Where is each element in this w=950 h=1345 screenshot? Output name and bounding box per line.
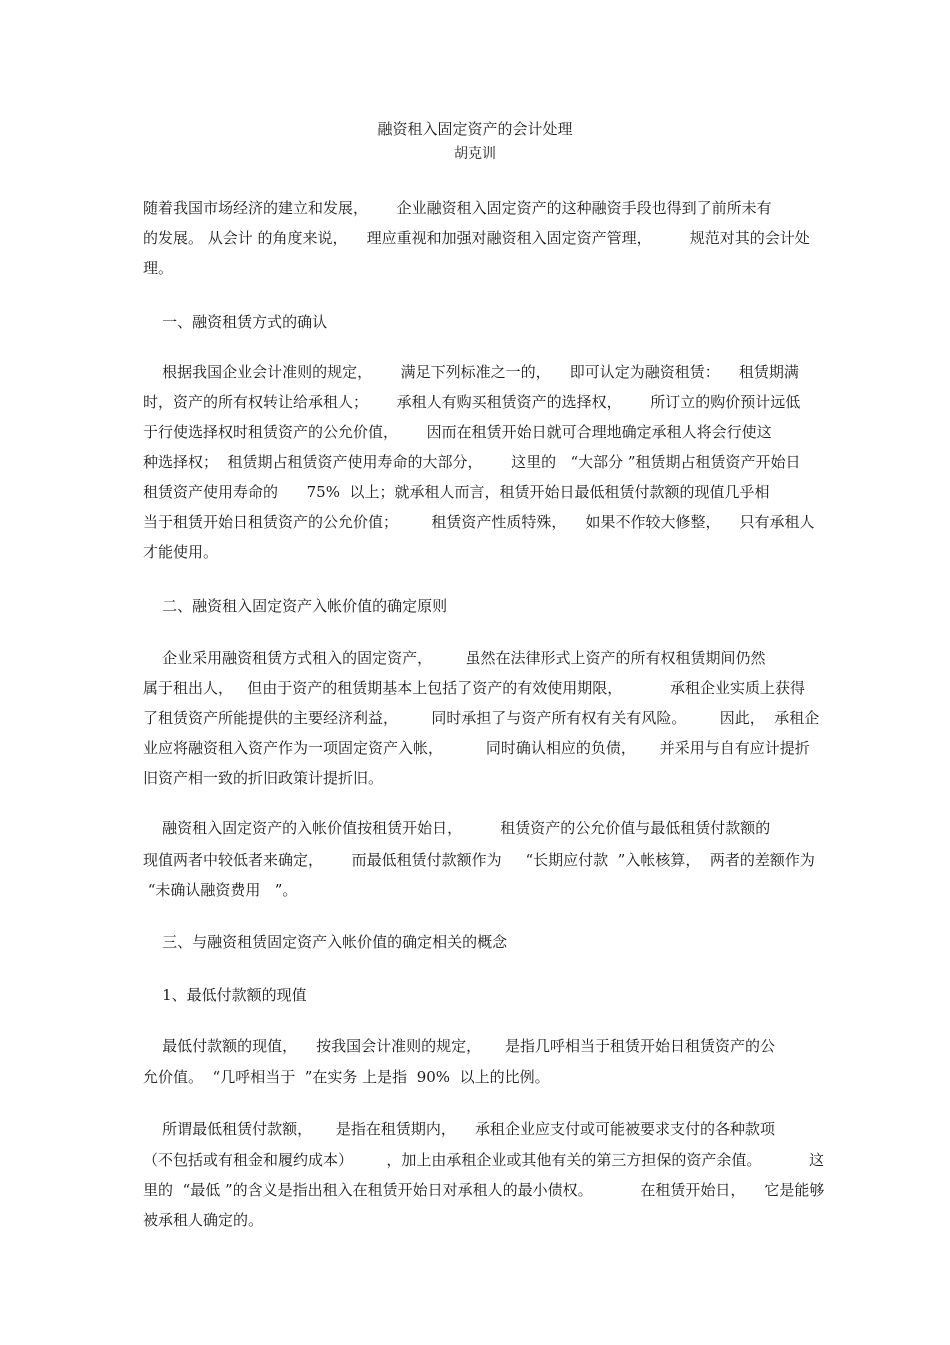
- body-line: 的发展。 从会计 的角度来说， 理应重视和加强对融资租入固定资产管理， 规范对其的会计处: [143, 229, 810, 247]
- section-heading: 二、融资租入固定资产入帐价值的确定原则: [143, 597, 448, 615]
- body-line: 随着我国市场经济的建立和发展， 企业融资租入固定资产的这种融资手段也得到了前所未有: [143, 199, 772, 217]
- body-line: 所谓最低租赁付款额， 是指在租赁期内， 承租企业应支付或可能被要求支付的各种款项: [143, 1120, 775, 1138]
- body-line: 融资租入固定资产的入帐价值按租赁开始日， 租赁资产的公允价值与最低租赁付款额的: [143, 819, 771, 837]
- body-line: 时，资产的所有权转让给承租人； 承租人有购买租赁资产的选择权， 所订立的购价预计远低: [143, 393, 801, 411]
- body-line: 于行使选择权时租赁资产的公允价值， 因而在租赁开始日就可合理地确定承租人将会行使这: [143, 423, 772, 441]
- body-line: 属于租出人， 但由于资产的租赁期基本上包括了资产的有效使用期限， 承租企业实质上获得: [143, 679, 805, 697]
- body-line: 当于租赁开始日租赁资产的公允价值； 租赁资产性质特殊， 如果不作较大修整， 只有承租人: [143, 513, 815, 531]
- document-author: 胡克训: [454, 146, 496, 162]
- body-line: 最低付款额的现值， 按我国会计准则的规定， 是指几呼相当于租赁开始日租赁资产的公: [143, 1037, 775, 1055]
- section-heading: 三、与融资租赁固定资产入帐价值的确定相关的概念: [143, 933, 508, 951]
- section-heading: 一、融资租赁方式的确认: [143, 313, 328, 331]
- body-line: 理。: [143, 259, 174, 277]
- body-line: （不包括或有租金和履约成本） ，加上由承租企业或其他有关的第三方担保的资产余值。 这: [143, 1151, 825, 1169]
- body-line: 业应将融资租入资产作为一项固定资产入帐， 同时确认相应的负债， 并采用与自有应计提折: [143, 739, 810, 757]
- body-line: 种选择权； 租赁期占租赁资产使用寿命的大部分， 这里的 “大部分 ”租赁期占租赁资产开始日: [143, 453, 801, 471]
- body-line: 企业采用融资租赁方式租入的固定资产， 虽然在法律形式上资产的所有权租赁期间仍然: [143, 649, 766, 667]
- subsection-heading: 1、最低付款额的现值: [143, 986, 307, 1004]
- body-line: 旧资产相一致的折旧政策计提折旧。: [143, 769, 384, 787]
- document-title: 融资租入固定资产的会计处理: [377, 120, 573, 138]
- body-line: 被承租人确定的。: [143, 1211, 264, 1229]
- body-line: 允价值。 “几呼相当于 ”在实务 上是指 90% 以上的比例。: [143, 1068, 550, 1086]
- body-line: “未确认融资费用 ”。: [143, 881, 298, 899]
- body-line: 现值两者中较低者来确定， 而最低租赁付款额作为 “长期应付款 ”入帐核算， 两者的差额作为: [143, 851, 815, 869]
- body-line: 租赁资产使用寿命的 75% 以上；就承租人而言，租赁开始日最低租赁付款额的现值几乎相: [143, 483, 770, 501]
- body-line: 才能使用。: [143, 543, 219, 561]
- body-line: 里的 “最低 ”的含义是指出租入在租赁开始日对承租人的最小债权。 在租赁开始日， 它是能够: [143, 1181, 825, 1199]
- body-line: 了租赁资产所能提供的主要经济利益， 同时承担了与资产所有权有关有风险。 因此， 承租企: [143, 709, 820, 727]
- body-line: 根据我国企业会计准则的规定， 满足下列标准之一的， 即可认定为融资租赁： 租赁期满: [143, 363, 799, 381]
